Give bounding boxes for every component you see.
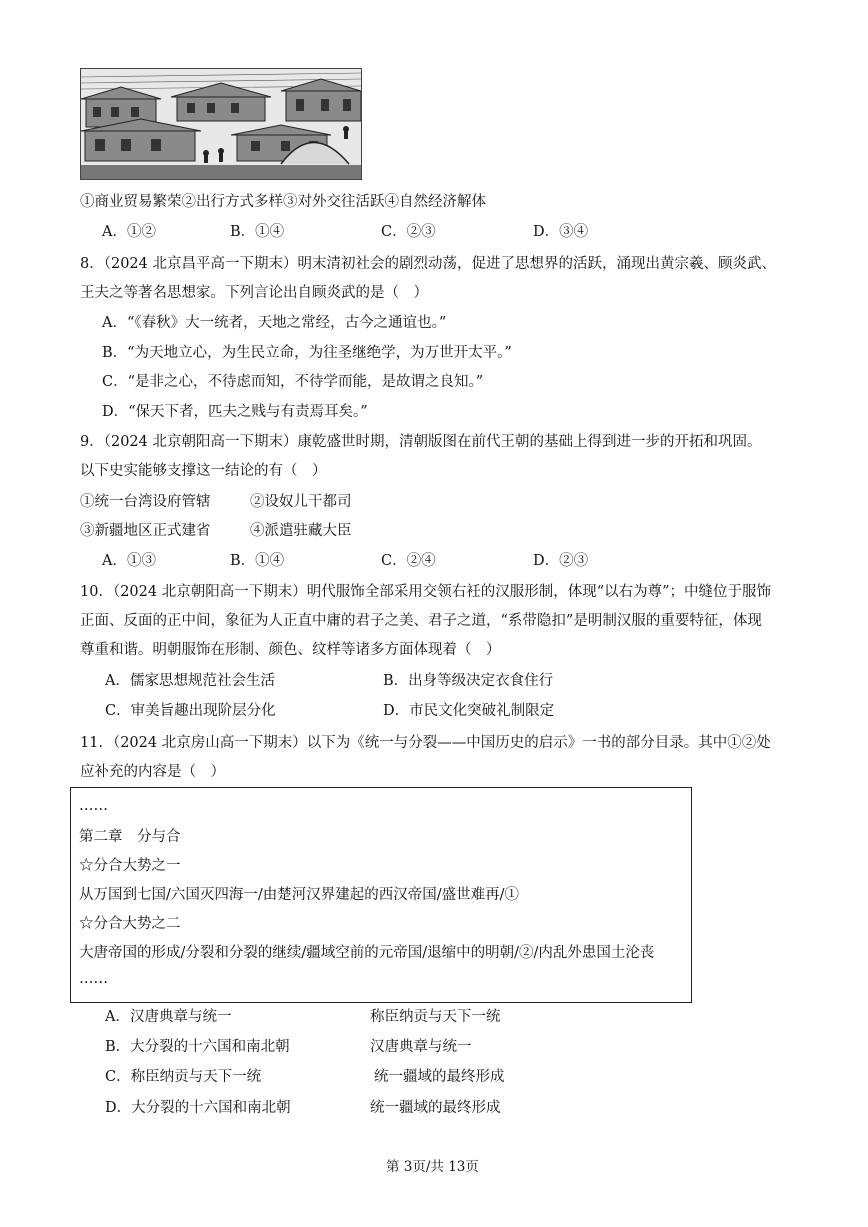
engraving-image [81, 69, 361, 179]
q8-option-a[interactable]: A．“《春秋》大一统者，天地之常经，古今之通谊也。” [102, 315, 447, 331]
q9-fact-4: ④派遣驻藏大臣 [250, 523, 352, 539]
q9-option-a[interactable]: A．①③ [102, 553, 156, 569]
page-number-footer: 第 3页/共 13页 [386, 1159, 479, 1175]
q11-option-b[interactable]: B．大分裂的十六国和南北朝 [105, 1039, 290, 1055]
q10-option-b[interactable]: B．出身等级决定衣食住行 [383, 673, 554, 689]
q11-option-d-answer: 统一疆域的最终形成 [370, 1100, 501, 1116]
q9-fact-3: ③新疆地区正式建省 [80, 523, 211, 539]
toc-section-1: ☆分合大势之一 [79, 858, 181, 874]
toc-section-2: ☆分合大势之二 [79, 916, 181, 932]
table-of-contents-box [70, 787, 692, 1003]
q8-option-d[interactable]: D．“保天下者，匹夫之贱与有责焉耳矣。” [102, 404, 368, 420]
q7-option-b[interactable]: B．①④ [230, 224, 285, 240]
q8-stem-line2: 王夫之等著名思想家。下列言论出自顾炎武的是（ ） [80, 285, 428, 301]
q11-option-c[interactable]: C．称臣纳贡与天下一统 [105, 1069, 262, 1085]
q11-option-d[interactable]: D．大分裂的十六国和南北朝 [105, 1100, 291, 1116]
q7-option-a[interactable]: A．①② [102, 224, 156, 240]
q8-option-b[interactable]: B．“为天地立心，为生民立命，为往圣继绝学，为万世开太平。” [102, 345, 512, 361]
q9-fact-2: ②设奴儿干都司 [250, 494, 352, 510]
q9-stem-line2: 以下史实能够支撑这一结论的有（ ） [80, 463, 327, 479]
q11-stem-line1: 11．（2024 北京房山高一下期末）以下为《统一与分裂——中国历史的启示》一书的部分目录。其中①②处 [80, 735, 771, 751]
toc-section-2-items: 大唐帝国的形成/分裂和分裂的继续/疆域空前的元帝国/退缩中的明朝/②/内乱外患国土沦丧 [79, 945, 655, 961]
q10-option-c[interactable]: C．审美旨趣出现阶层分化 [105, 703, 276, 719]
q9-option-c[interactable]: C．②④ [381, 553, 436, 569]
q8-stem-line1: 8．（2024 北京昌平高一下期末）明末清初社会的剧烈动荡，促进了思想界的活跃，涌现出黄宗羲、顾炎武、 [80, 256, 776, 272]
q11-option-a-answer: 称臣纳贡与天下一统 [370, 1009, 501, 1025]
q9-stem-line1: 9．（2024 北京朝阳高一下期末）康乾盛世时期，清朝版图在前代王朝的基础上得到进一步的开拓和巩固。 [80, 434, 762, 450]
q10-stem-line1: 10．（2024 北京朝阳高一下期末）明代服饰全部采用交领右衽的汉服形制，体现“以右为尊”；中缝位于服饰 [80, 584, 772, 600]
q7-option-c[interactable]: C．②③ [381, 224, 436, 240]
q10-option-a[interactable]: A．儒家思想规范社会生活 [105, 673, 275, 689]
toc-section-1-items: 从万国到七国/六国灭四海一/由楚河汉界建起的西汉帝国/盛世难再/① [79, 887, 520, 903]
q11-stem-line2: 应补充的内容是（ ） [80, 764, 225, 780]
q11-option-c-answer: 统一疆域的最终形成 [374, 1069, 505, 1085]
q9-option-d[interactable]: D．②③ [533, 553, 589, 569]
q7-option-d[interactable]: D．③④ [533, 224, 589, 240]
q9-fact-1: ①统一台湾设府管辖 [80, 494, 211, 510]
q8-option-c[interactable]: C．“是非之心，不待虑而知，不待学而能，是故谓之良知。” [102, 374, 484, 390]
q10-stem-line3: 尊重和谐。明朝服饰在形制、颜色、纹样等诸多方面体现着（ ） [80, 642, 501, 658]
q11-option-a[interactable]: A．汉唐典章与统一 [105, 1009, 232, 1025]
q10-option-d[interactable]: D．市民文化突破礼制限定 [383, 703, 555, 719]
toc-line-ellipsis-bottom: …… [79, 971, 108, 987]
q11-option-b-answer: 汉唐典章与统一 [370, 1039, 472, 1055]
street-scene-illustration [80, 68, 362, 180]
q7-statements: ①商业贸易繁荣②出行方式多样③对外交往活跃④自然经济解体 [80, 194, 486, 210]
q10-stem-line2: 正面、反面的正中间，象征为人正直中庸的君子之美、君子之道，“系带隐扣”是明制汉服的重要特征，体现 [80, 613, 762, 629]
q9-option-b[interactable]: B．①④ [230, 553, 285, 569]
toc-line-ellipsis-top: …… [79, 798, 108, 814]
toc-chapter-title: 第二章 分与合 [79, 829, 181, 845]
